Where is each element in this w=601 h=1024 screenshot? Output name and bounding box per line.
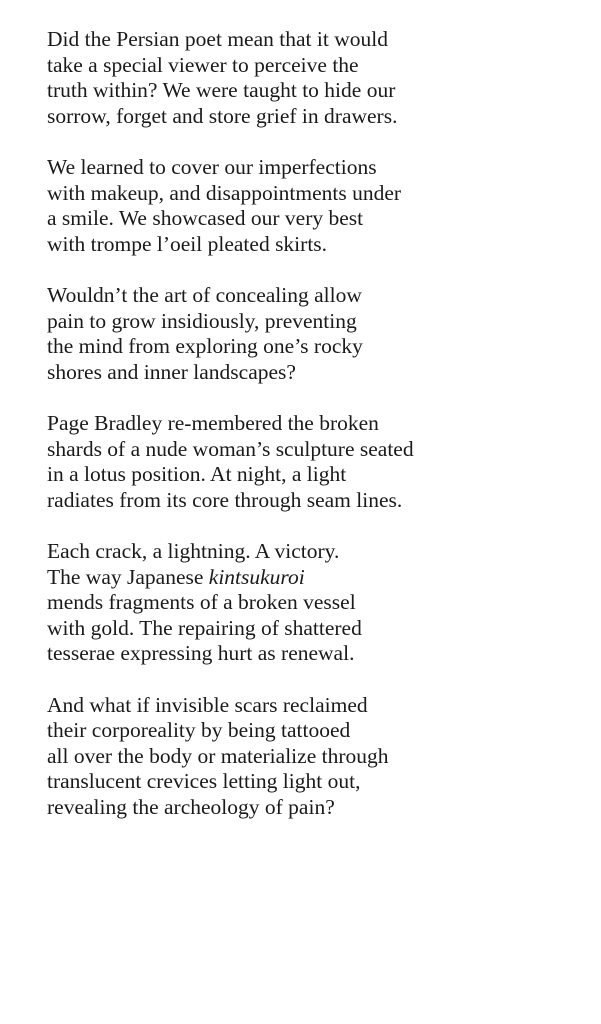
poem-line: in a lotus position. At night, a light <box>47 462 347 486</box>
poem-line: all over the body or materialize through <box>47 743 389 768</box>
poem-line: pain to grow insidiously, preventing <box>47 308 357 333</box>
stanza-1 <box>47 27 587 129</box>
poem-line: shards of a nude woman’s sculpture seated <box>47 436 414 461</box>
poem-line: truth within? We were taught to hide our <box>47 78 396 102</box>
poem-line: take a special viewer to perceive the <box>47 52 359 77</box>
stanza-4 <box>47 411 587 513</box>
poem-line: Did the Persian poet mean that it would <box>47 27 388 51</box>
stanza-5 <box>47 539 587 667</box>
poem-text <box>47 27 587 846</box>
poem-line: sorrow, forget and store grief in drawers. <box>47 103 398 128</box>
stanza-3 <box>47 283 587 385</box>
poem-line: We learned to cover our imperfections <box>47 155 377 179</box>
poem-line: tesserae expressing hurt as renewal. <box>47 641 355 665</box>
poem-line: mends fragments of a broken vessel <box>47 590 356 614</box>
poem-line: Page Bradley re-membered the broken <box>47 411 379 435</box>
italic-term: kintsukuroi <box>208 564 305 589</box>
poem-line: radiates from its core through seam lines. <box>47 487 403 512</box>
poem-line: with gold. The repairing of shattered <box>47 615 362 640</box>
poem-line: And what if invisible scars reclaimed <box>47 692 368 717</box>
poem-line: the mind from exploring one’s rocky <box>47 334 363 358</box>
poem-line: their corporeality by being tattooed <box>47 718 351 742</box>
poem-line: with makeup, and disappointments under <box>47 180 402 205</box>
stanza-6 <box>47 693 587 821</box>
stanza-2 <box>47 155 587 257</box>
poem-line: Each crack, a lightning. A victory. <box>47 539 340 563</box>
poem-line: shores and inner landscapes? <box>47 359 296 384</box>
poem-line: a smile. We showcased our very best <box>47 206 364 230</box>
poem-line: translucent crevices letting light out, <box>47 769 361 793</box>
poem-line <box>47 565 587 591</box>
poem-line: revealing the archeology of pain? <box>47 794 335 819</box>
poem-line-text: The way Japanese <box>47 564 204 589</box>
poem-line: with trompe l’oeil pleated skirts. <box>47 231 328 256</box>
poem-line: Wouldn’t the art of concealing allow <box>47 283 362 307</box>
